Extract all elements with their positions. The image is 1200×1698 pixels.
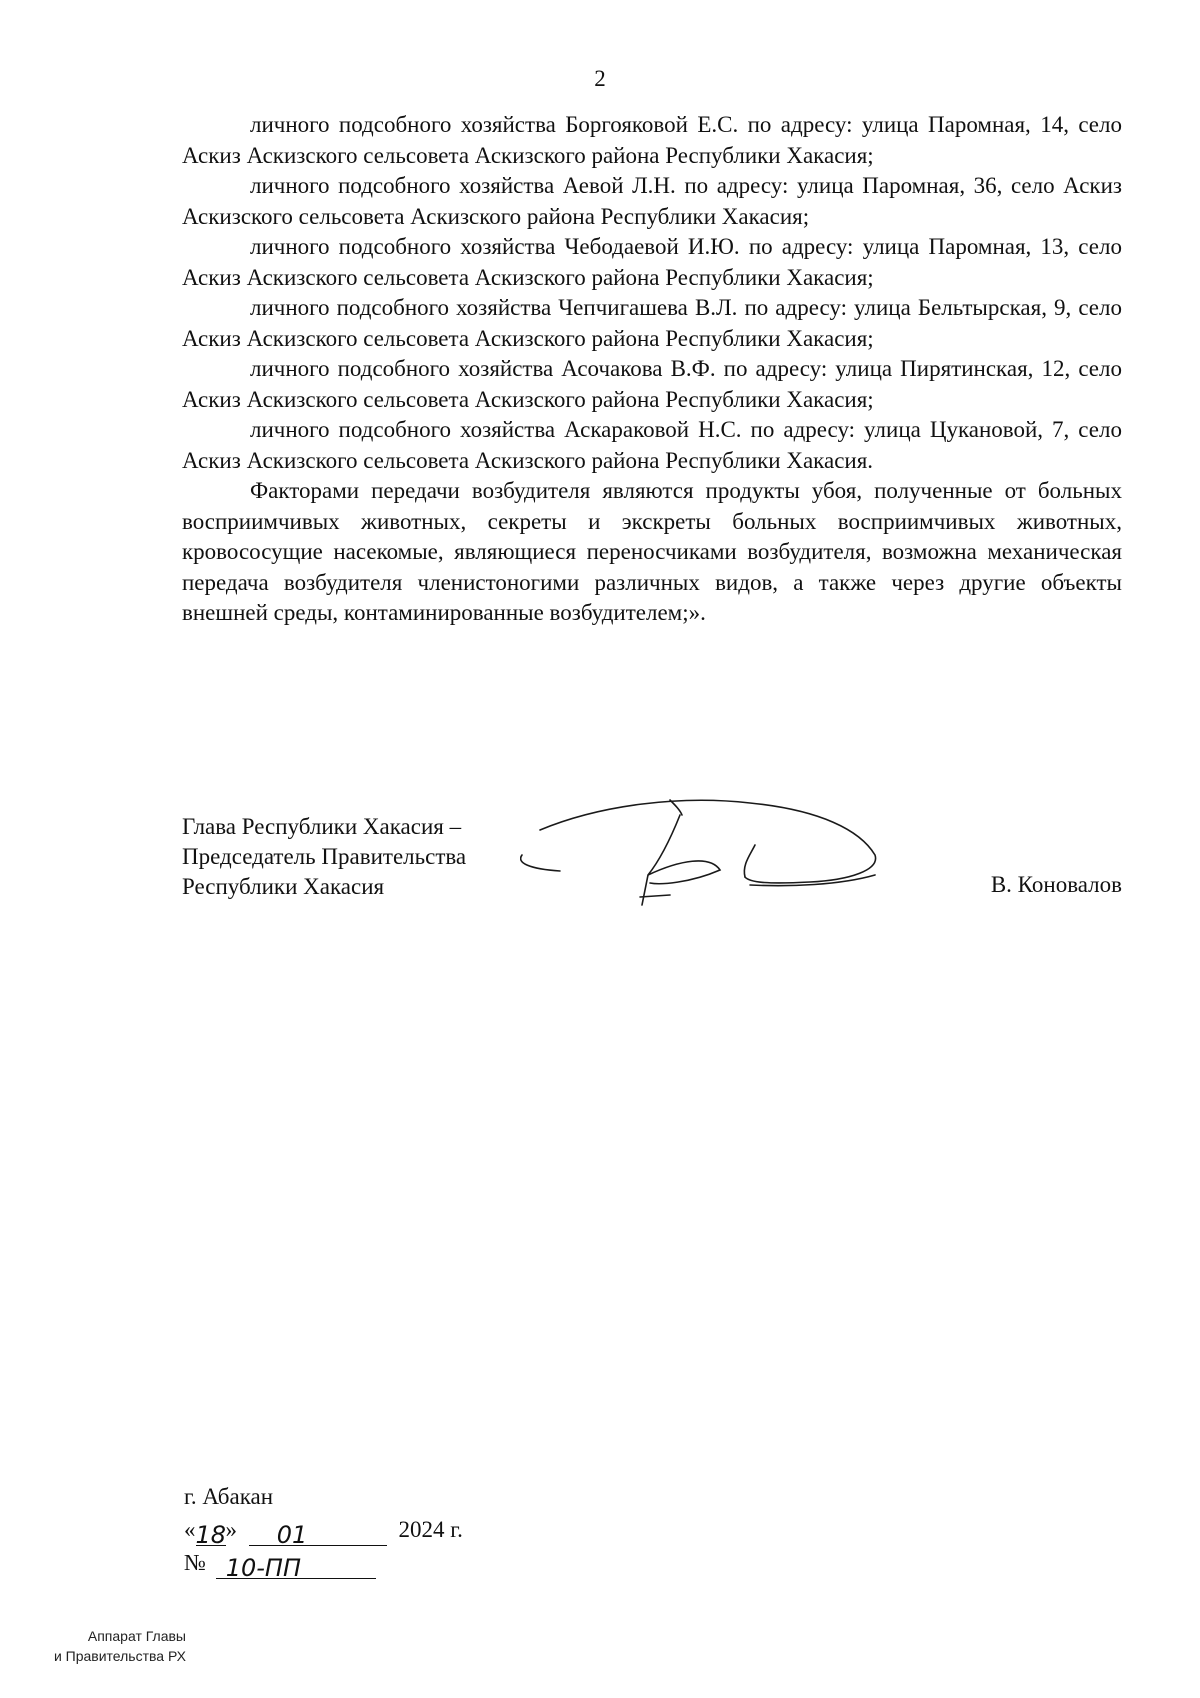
footer-stamp <box>44 1626 186 1666</box>
paragraph-farm-2: личного подсобного хозяйства Аевой Л.Н. по адресу: улица Паромная, 36, село Аскиз Аскизского сельсовета Аскизского района Республики Хакасия; <box>182 173 1122 229</box>
city: г. Абакан <box>184 1484 274 1509</box>
footer-stamp-line2: и Правительства РХ <box>53 1648 186 1664</box>
number-label: № <box>184 1550 206 1575</box>
date-month: 01 <box>276 1521 308 1549</box>
paragraph-farm-1: личного подсобного хозяйства Боргояковой Е.С. по адресу: улица Паромная, 14, село Аскиз Аскизского сельсовета Аскизского района Республики Хакасия; <box>182 112 1122 168</box>
signatory-name: В. Коновалов <box>990 872 1122 897</box>
number-line <box>184 1546 463 1582</box>
signatory-title-line: Республики Хакасия <box>182 874 385 899</box>
paragraph-farm-3: личного подсобного хозяйства Чебодаевой И.Ю. по адресу: улица Паромная, 13, село Аскиз Аскизского сельсовета Аскизского района Республики Хакасия; <box>182 234 1122 290</box>
handwritten-signature <box>520 785 880 915</box>
paragraph-farm-4: личного подсобного хозяйства Чепчигашева В.Л. по адресу: улица Бельтырская, 9, село Аскиз Аскизского сельсовета Аскизского района Республики Хакасия; <box>182 295 1122 351</box>
date-year: 2024 г. <box>398 1517 463 1542</box>
place-date-number <box>184 1480 463 1582</box>
paragraph-transmission-factors: Факторами передачи возбудителя являются продукты убоя, полученные от больных восприимчивых животных, секреты и экскреты больных восприимчивых животных, кровососущие насекомые, являющиеся переносчиками возбудителя, возможна механическая передача возбудителя членистоногими различных видов, а также через другие объекты внешней среды, контаминированные возбудителем;». <box>182 478 1122 625</box>
date-day: 18 <box>195 1521 227 1549</box>
paragraph-farm-6: личного подсобного хозяйства Аскараковой Н.С. по адресу: улица Цукановой, 7, село Аскиз Аскизского сельсовета Аскизского района Республики Хакасия. <box>182 417 1122 473</box>
date-line <box>184 1513 463 1549</box>
date-close-quote: » <box>225 1517 237 1542</box>
signatory-title-line: Председатель Правительства <box>182 844 467 869</box>
page-number: 2 <box>594 66 606 91</box>
number-field <box>216 1552 376 1582</box>
signatory-title <box>182 812 466 902</box>
date-open-quote: « <box>184 1517 196 1542</box>
footer-stamp-line1: Аппарат Главы <box>87 1628 186 1644</box>
date-month-field <box>249 1519 387 1549</box>
city-line <box>184 1480 463 1513</box>
signatory-title-line: Глава Республики Хакасия – <box>182 814 462 839</box>
document-body <box>182 110 1122 629</box>
paragraph-farm-5: личного подсобного хозяйства Асочакова В.Ф. по адресу: улица Пирятинская, 12, село Аскиз Аскизского сельсовета Аскизского района Республики Хакасия; <box>182 356 1122 412</box>
document-number: 10-ПП <box>225 1554 301 1582</box>
date-day-field <box>195 1519 227 1549</box>
